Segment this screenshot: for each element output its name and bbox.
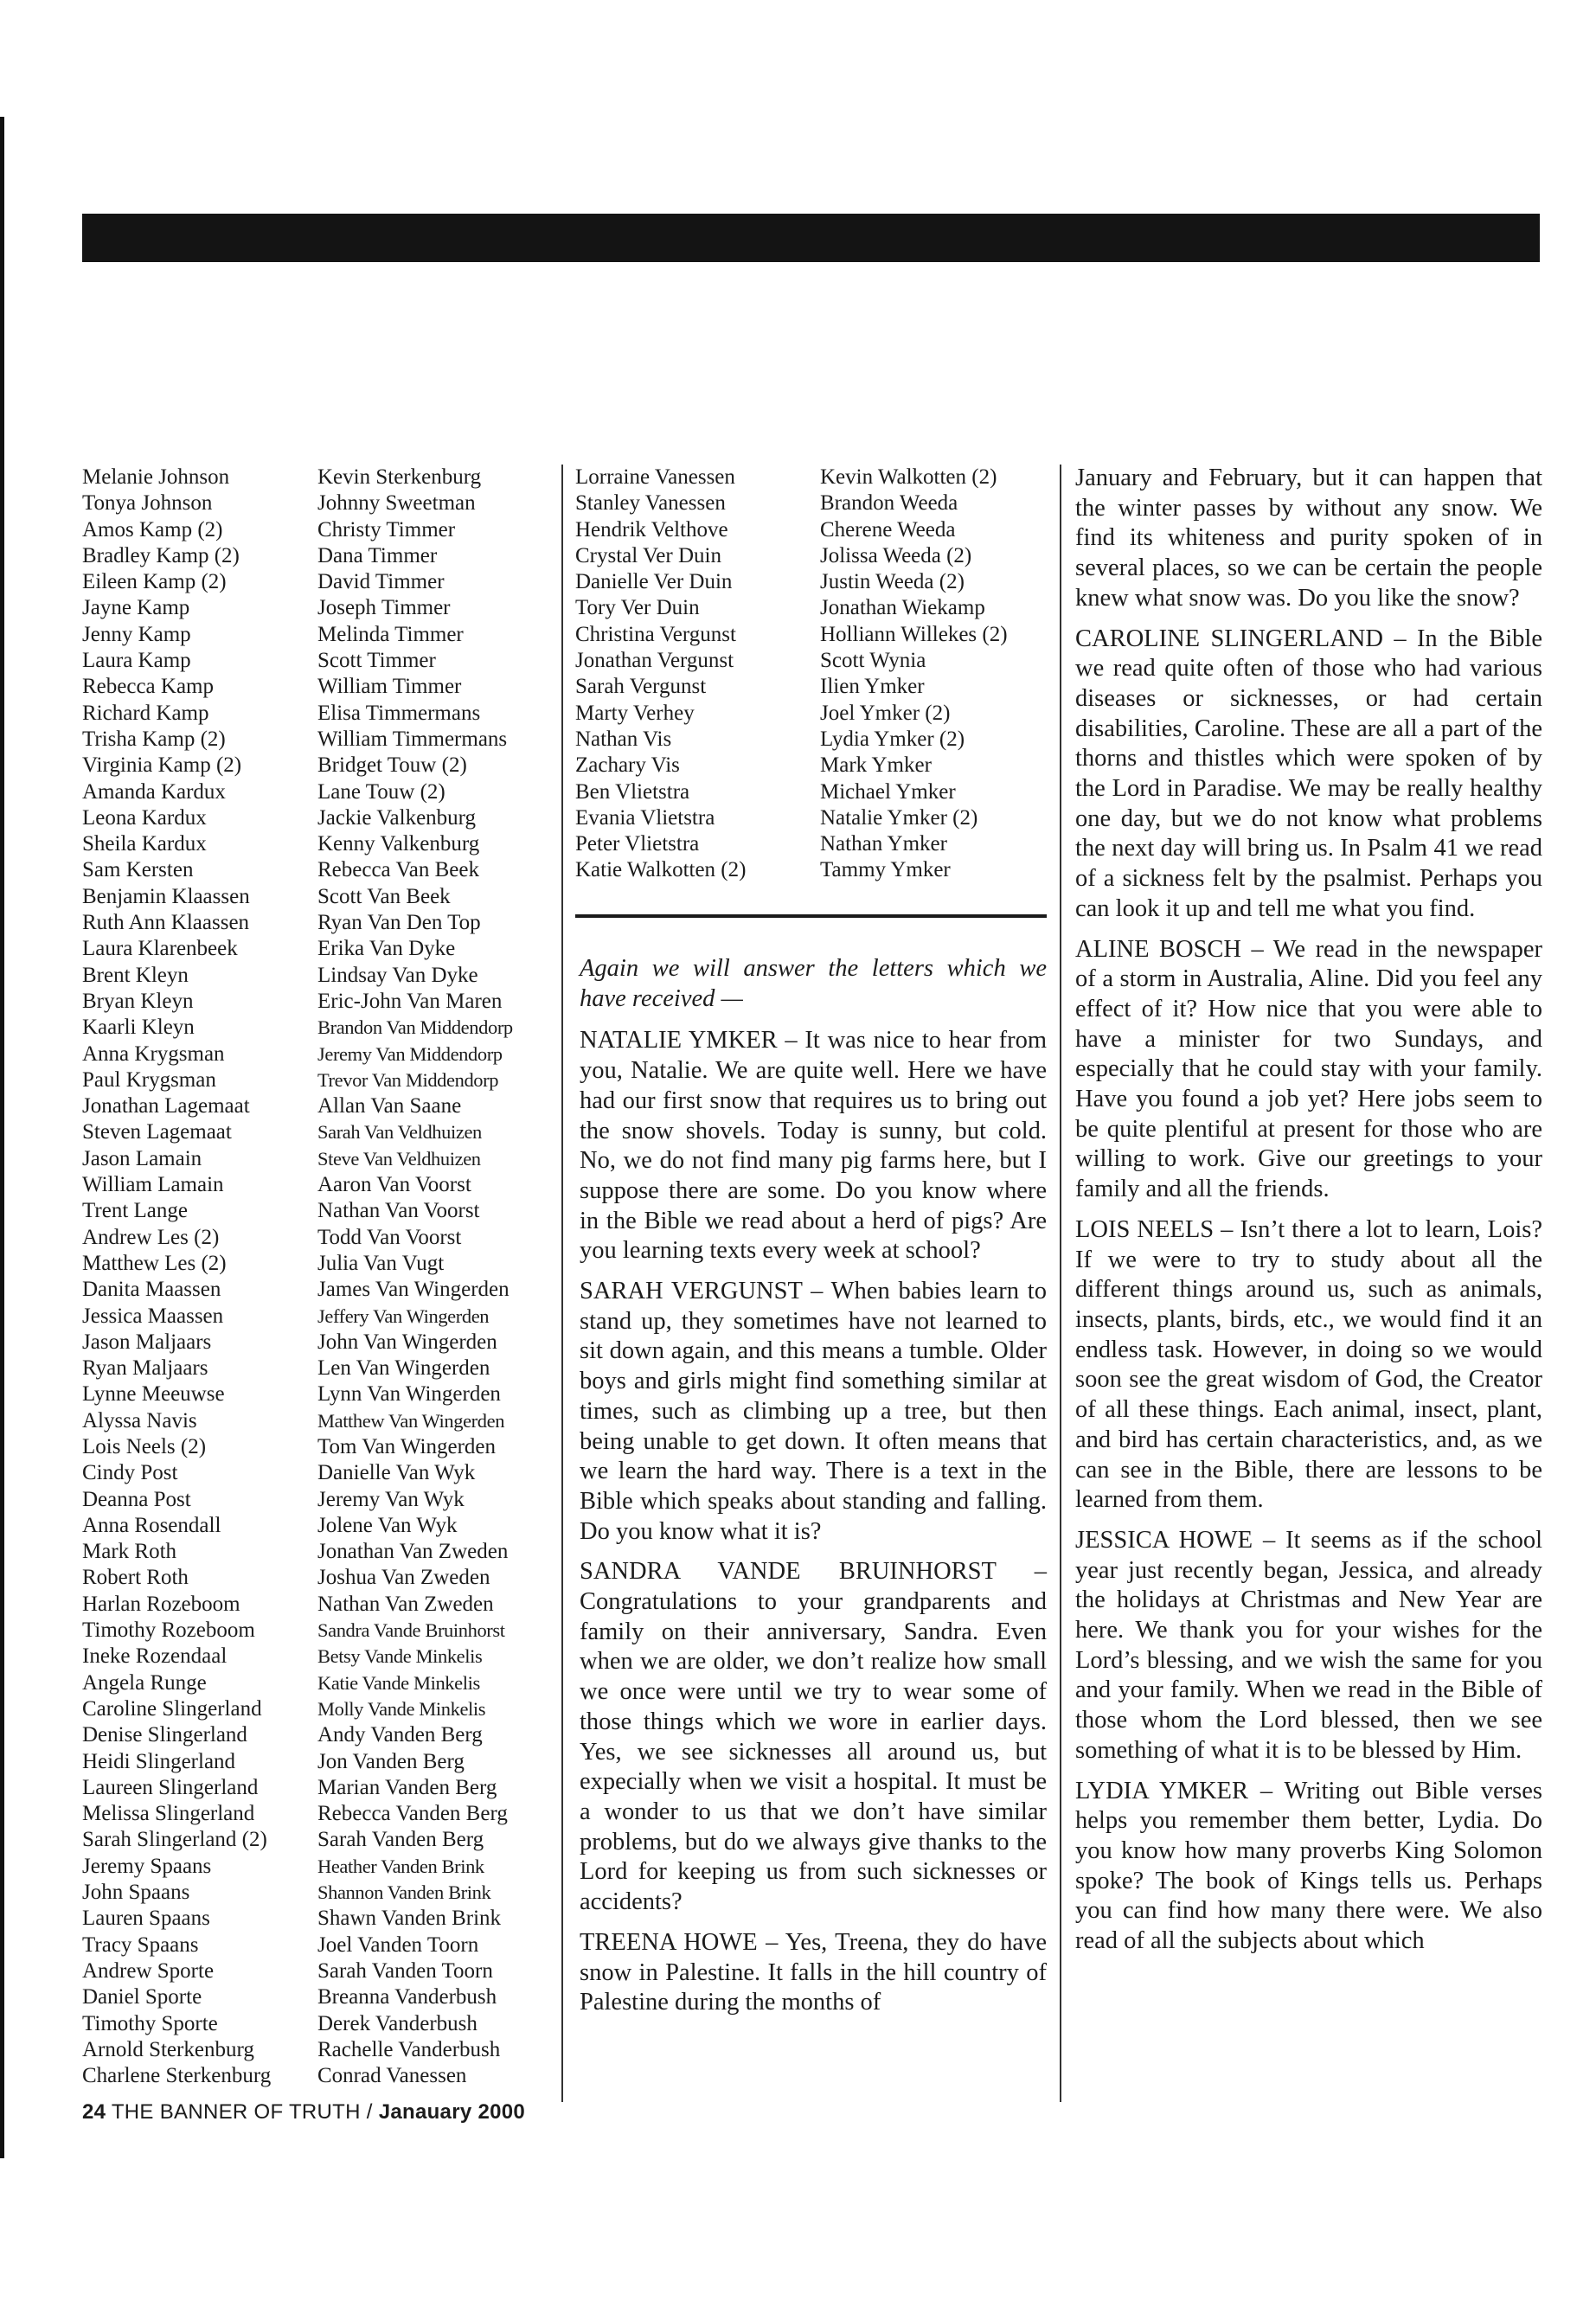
name-list-item: Trevor Van Middendorp <box>317 1068 499 1091</box>
name-list-item: Natalie Ymker (2) <box>820 805 978 830</box>
name-list-item: Melinda Timmer <box>317 622 464 646</box>
column-divider <box>561 465 563 2102</box>
name-list-item: Anna Krygsman <box>82 1042 225 1066</box>
letter-body: – It was nice to hear from you, Natalie. We are quite well. Here we have had our first snow that requires us to bring out the snow shovels. Today is sunny, but cold. No, we do not find many pig farms here, but I suppose there are some. Do you know where in the Bible we read about a herd of pigs? Are you learning texts every week at school? <box>580 1027 1048 1265</box>
name-list-item: Laura Kamp <box>82 649 191 673</box>
name-list-item: Jenny Kamp <box>82 622 191 646</box>
name-list-item: Virginia Kamp (2) <box>82 753 242 778</box>
name-list-item: Sarah Vergunst <box>575 675 707 699</box>
name-list-item: Brandon Weeda <box>820 491 958 516</box>
letter-body: – Isn’t there a lot to learn, Lois? If we were to try to study about all the different things around us, such as animals, insects, plants, birds, etc., we would find it an endless task. However, in doing so we would soon see the great wisdom of God, the Creator of all these things. Each animal, insect, plant, and bird has certain characteristics, and, as we can see in the Bible, there are lessons to be learned from them. <box>1075 1215 1542 1514</box>
name-list-item: Betsy Vande Minkelis <box>317 1645 483 1668</box>
name-list-item: John Spaans <box>82 1881 190 1905</box>
letter-recipient: SANDRA VANDE BRUINHORST <box>580 1558 997 1586</box>
name-list-item: Cindy Post <box>82 1461 178 1485</box>
header-bar <box>82 214 1540 262</box>
name-list-item: Steven Lagemaat <box>82 1120 232 1144</box>
name-list-item: Kevin Walkotten (2) <box>820 465 997 489</box>
name-list-item: Jonathan Vergunst <box>575 649 734 673</box>
name-list-item: Katie Walkotten (2) <box>575 858 747 882</box>
name-list-item: Lynne Meeuwse <box>82 1382 225 1407</box>
name-list-item: Derek Vanderbush <box>317 2011 478 2035</box>
name-list-item: Jolene Van Wyk <box>317 1513 458 1537</box>
name-list-item: Jolissa Weeda (2) <box>820 543 972 567</box>
name-list-item: Jon Vanden Berg <box>317 1749 465 1773</box>
letter-reply <box>1075 1777 1542 1957</box>
name-list-item: Evania Vlietstra <box>575 805 715 830</box>
name-list-item: Peter Vlietstra <box>575 832 700 856</box>
name-list-item: Danielle Ver Duin <box>575 570 733 594</box>
letter-reply <box>580 1277 1047 1547</box>
name-list-item: Aaron Van Voorst <box>317 1173 471 1197</box>
name-list-item: Mark Roth <box>82 1540 177 1564</box>
name-list-item: William Timmer <box>317 675 462 699</box>
letter-reply <box>580 1026 1047 1266</box>
name-list-item: Harlan Rozeboom <box>82 1592 240 1616</box>
name-list-item: Sarah Van Veldhuizen <box>317 1121 482 1144</box>
letter-body: – Yes, Treena, they do have snow in Palestine. It falls in the hill country of Palestine during the months of <box>580 1928 1047 2016</box>
name-list-item: Michael Ymker <box>820 779 956 804</box>
name-list-item: Shannon Vanden Brink <box>317 1881 491 1904</box>
name-list-item: Stanley Vanessen <box>575 491 726 516</box>
name-list-item: Tory Ver Duin <box>575 596 700 620</box>
name-list-item: Crystal Ver Duin <box>575 543 721 567</box>
name-list-item: Anna Rosendall <box>82 1513 221 1537</box>
name-list-item: Ruth Ann Klaassen <box>82 911 250 935</box>
name-list-item: David Timmer <box>317 570 445 594</box>
issue-date: Janauary 2000 <box>378 2100 526 2124</box>
name-list-item: Ben Vlietstra <box>575 779 690 804</box>
name-list-item: Ryan Van Den Top <box>317 911 481 935</box>
name-list-item: Joseph Timmer <box>317 596 451 620</box>
name-list-item: Hendrik Velthove <box>575 517 728 542</box>
name-list-item: Lane Touw (2) <box>317 779 445 804</box>
names-column-1 <box>82 465 311 2089</box>
name-list-item: Deanna Post <box>82 1487 191 1511</box>
name-list-item: Joshua Van Zweden <box>317 1566 490 1590</box>
section-divider <box>575 914 1047 918</box>
name-list-item: Bradley Kamp (2) <box>82 543 240 567</box>
letter-reply <box>1075 935 1542 1205</box>
name-list-item: Heidi Slingerland <box>82 1749 236 1773</box>
name-list-item: Nathan Vis <box>575 727 672 751</box>
name-list-item: Scott Wynia <box>820 649 926 673</box>
name-list-item: Andy Vanden Berg <box>317 1723 483 1747</box>
letter-body: – Congratulations to your grandparents and family on their anniversary, Sandra. Even when we are older, we don’t realize how small we once were until we try to wear some of those things which we wore in earlier days. Yes, we see sicknesses all around us, but expecially when we visit a hospital. It must be a wonder to us that we don’t have similar problems, but do we always give thanks to the Lord for keeping us from such sicknesses or accidents? <box>580 1558 1047 1916</box>
footer-separator: / <box>366 2100 373 2124</box>
name-list-item: Lydia Ymker (2) <box>820 727 965 751</box>
name-list-item: Sam Kersten <box>82 858 194 882</box>
name-list-item: Cherene Weeda <box>820 517 956 542</box>
letter-recipient: TREENA HOWE <box>580 1928 758 1956</box>
name-list-item: Breanna Vanderbush <box>317 1985 497 2009</box>
name-list-item: Kenny Valkenburg <box>317 832 480 856</box>
name-list-item: Rebecca Vanden Berg <box>317 1802 508 1826</box>
names-column-3 <box>575 465 809 884</box>
name-list-item: Caroline Slingerland <box>82 1696 262 1721</box>
name-list-item: Nathan Ymker <box>820 832 947 856</box>
letters-column-right <box>1075 464 1542 1967</box>
letter-reply <box>580 1928 1047 2018</box>
name-list-item: Tracy Spaans <box>82 1932 199 1957</box>
name-list-item: Melissa Slingerland <box>82 1802 255 1826</box>
name-list-item: Marian Vanden Berg <box>317 1775 497 1799</box>
name-list-item: Jonathan Van Zweden <box>317 1540 509 1564</box>
letter-reply <box>1075 1526 1542 1766</box>
name-list-item: Lois Neels (2) <box>82 1434 207 1458</box>
name-list-item: Bridget Touw (2) <box>317 753 467 778</box>
name-list-item: Kevin Sterkenburg <box>317 465 482 489</box>
name-list-item: Trent Lange <box>82 1199 188 1223</box>
name-list-item: Amanda Kardux <box>82 779 226 804</box>
name-list-item: Christina Vergunst <box>575 622 736 646</box>
letter-recipient: CAROLINE SLINGERLAND <box>1075 625 1383 652</box>
name-list-item: Laureen Slingerland <box>82 1775 259 1799</box>
name-list-item: Ilien Ymker <box>820 675 925 699</box>
name-list-item: Jonathan Wiekamp <box>820 596 985 620</box>
name-list-item: Sarah Slingerland (2) <box>82 1828 267 1852</box>
letter-continuation: January and February, but it can happen that the winter passes by without any snow. We find its whiteness and purity spoken of in several places, so we can be certain the people knew what snow was. Do you like the snow? <box>1075 465 1542 612</box>
letter-recipient: SARAH VERGUNST <box>580 1278 803 1305</box>
letter-recipient: ALINE BOSCH <box>1075 935 1242 963</box>
name-list-item: Tonya Johnson <box>82 491 213 516</box>
name-list-item: Ryan Maljaars <box>82 1356 208 1381</box>
page-number: 24 <box>82 2100 106 2124</box>
name-list-item: Leona Kardux <box>82 805 207 830</box>
name-list-item: Andrew Sporte <box>82 1958 215 1983</box>
letter-body: – We read in the newspaper of a storm in Australia, Aline. Did you feel any effect of it? How nice that you were able to have a minister for two Sundays, and especially that he could stay with your family. Have you found a job yet? Here jobs seem to be quite plentiful at present for those who are willing to work. Give our greetings to your family and all the friends. <box>1075 935 1542 1203</box>
name-list-item: Arnold Sterkenburg <box>82 2037 254 2061</box>
name-list-item: Timothy Rozeboom <box>82 1618 255 1643</box>
name-list-item: Angela Runge <box>82 1670 207 1695</box>
letter-recipient: LOIS NEELS <box>1075 1215 1215 1243</box>
name-list-item: Lauren Spaans <box>82 1907 210 1931</box>
name-list-item: Brent Kleyn <box>82 963 189 987</box>
name-list-item: Jonathan Lagemaat <box>82 1094 250 1118</box>
name-list-item: Danita Maassen <box>82 1278 221 1302</box>
name-list-item: Rebecca Kamp <box>82 675 215 699</box>
name-list-item: Heather Vanden Brink <box>317 1855 484 1877</box>
name-list-item: Daniel Sporte <box>82 1985 202 2009</box>
name-list-item: Matthew Les (2) <box>82 1251 227 1275</box>
name-list-item: Rachelle Vanderbush <box>317 2037 501 2061</box>
letter-body: – In the Bible we read quite often of those who had various diseases or sicknesses, or had certain disabilities, Caroline. These are all a part of the thorns and thistles which were spoken of by the Lord in Paradise. We may be really healthy one day, but we do not know what problems the next day will bring us. In Psalm 41 we read of a sickness felt by the psalmist. Perhaps you can look it up and tell me what you find. <box>1075 625 1542 922</box>
name-list-item: Shawn Vanden Brink <box>317 1907 502 1931</box>
name-list-item: Johnny Sweetman <box>317 491 476 516</box>
name-list-item: Sheila Kardux <box>82 832 207 856</box>
name-list-item: Dana Timmer <box>317 543 438 567</box>
name-list-item: Kaarli Kleyn <box>82 1016 195 1040</box>
name-list-item: Jackie Valkenburg <box>317 805 477 830</box>
name-list-item: Jason Maljaars <box>82 1330 212 1354</box>
letters-intro: Again we will answer the letters which we have received — <box>580 955 1047 1012</box>
name-list-item: Mark Ymker <box>820 753 932 778</box>
page-edge-line <box>0 117 4 2158</box>
name-list-item: John Van Wingerden <box>317 1330 497 1354</box>
names-column-2 <box>317 465 555 2089</box>
letter-body: – When babies learn to stand up, they sometimes have not learned to sit down again, and this means a tumble. Older boys and girls might find something similar at times, such as climbing up a tree, but then being unable to get down. It often means that we learn the hard way. There is a text in the Bible which speaks about standing and falling. Do you know what it is? <box>580 1278 1047 1545</box>
name-list-item: Charlene Sterkenburg <box>82 2064 272 2088</box>
letter-reply <box>1075 1215 1542 1516</box>
name-list-item: Brandon Van Middendorp <box>317 1016 513 1039</box>
letter-recipient: JESSICA HOWE <box>1075 1526 1253 1554</box>
name-list-item: Nathan Van Zweden <box>317 1592 494 1616</box>
name-list-item: Lynn Van Wingerden <box>317 1382 501 1407</box>
name-list-item: William Timmermans <box>317 727 508 751</box>
names-column-4 <box>820 465 1062 884</box>
name-list-item: Katie Vande Minkelis <box>317 1671 480 1694</box>
name-list-item: Matthew Van Wingerden <box>317 1409 505 1432</box>
name-list-item: Timothy Sporte <box>82 2011 218 2035</box>
name-list-item: Conrad Vanessen <box>317 2064 467 2088</box>
column-divider <box>1060 465 1061 2102</box>
name-list-item: Trisha Kamp (2) <box>82 727 226 751</box>
name-list-item: Todd Van Voorst <box>317 1225 462 1249</box>
letters-column-middle <box>580 954 1047 2029</box>
name-list-item: Melanie Johnson <box>82 465 230 489</box>
name-list-item: Jeffery Van Wingerden <box>317 1304 490 1327</box>
name-list-item: Amos Kamp (2) <box>82 517 223 542</box>
name-list-item: Jayne Kamp <box>82 596 190 620</box>
letter-body: – Writing out Bible verses helps you remember them better, Lydia. Do you know how many proverbs King Solomon spoke? The book of Kings tells us. Perhaps you can find how many there were. We also read of all the subjects about which <box>1075 1777 1542 1955</box>
letter-reply <box>1075 625 1542 925</box>
name-list-item: Nathan Van Voorst <box>317 1199 480 1223</box>
name-list-item: Joel Vanden Toorn <box>317 1932 479 1957</box>
name-list-item: Robert Roth <box>82 1566 189 1590</box>
name-list-item: Bryan Kleyn <box>82 989 194 1013</box>
name-list-item: Jeremy Van Wyk <box>317 1487 465 1511</box>
name-list-item: Sarah Vanden Berg <box>317 1828 484 1852</box>
name-list-item: Steve Van Veldhuizen <box>317 1147 481 1170</box>
name-list-item: Tammy Ymker <box>820 858 951 882</box>
name-list-item: Allan Van Saane <box>317 1094 462 1118</box>
name-list-item: Joel Ymker (2) <box>820 701 951 725</box>
name-list-item: Marty Verhey <box>575 701 695 725</box>
name-list-item: Jessica Maassen <box>82 1304 224 1328</box>
name-list-item: Scott Van Beek <box>317 884 451 908</box>
letter-body: – It seems as if the school year just recently began, Jessica, and already the holidays at Christmas and New Year are here. We thank you for your wishes for the Lord’s blessing, and we wish the same for you and your family. When we read in the Bible of those whom the Lord blessed, then we see something of what it is to be blessed by Him. <box>1075 1526 1542 1764</box>
name-list-item: Sarah Vanden Toorn <box>317 1958 493 1983</box>
name-list-item: Eric-John Van Maren <box>317 989 503 1013</box>
name-list-item: Jeremy Van Middendorp <box>317 1042 503 1065</box>
name-list-item: Andrew Les (2) <box>82 1225 220 1249</box>
name-list-item: Julia Van Vugt <box>317 1251 445 1275</box>
name-list-item: Lindsay Van Dyke <box>317 963 478 987</box>
name-list-item: Christy Timmer <box>317 517 456 542</box>
page-footer <box>82 2100 525 2125</box>
name-list-item: Erika Van Dyke <box>317 937 456 961</box>
name-list-item: Jason Lamain <box>82 1146 202 1170</box>
name-list-item: Denise Slingerland <box>82 1723 247 1747</box>
name-list-item: Justin Weeda (2) <box>820 570 965 594</box>
name-list-item: Len Van Wingerden <box>317 1356 490 1381</box>
letter-recipient: NATALIE YMKER <box>580 1027 778 1054</box>
name-list-item: Ineke Rozendaal <box>82 1644 228 1669</box>
name-list-item: Paul Krygsman <box>82 1067 216 1092</box>
name-list-item: Elisa Timmermans <box>317 701 481 725</box>
name-list-item: Richard Kamp <box>82 701 209 725</box>
name-list-item: Tom Van Wingerden <box>317 1434 497 1458</box>
name-list-item: Lorraine Vanessen <box>575 465 735 489</box>
letter-reply <box>580 1557 1047 1917</box>
name-list-item: Benjamin Klaassen <box>82 884 250 908</box>
name-list-item: Danielle Van Wyk <box>317 1461 476 1485</box>
name-list-item: Rebecca Van Beek <box>317 858 479 882</box>
name-list-item: William Lamain <box>82 1173 224 1197</box>
name-list-item: Holliann Willekes (2) <box>820 622 1008 646</box>
name-list-item: Sandra Vande Bruinhorst <box>317 1619 505 1642</box>
name-list-item: Molly Vande Minkelis <box>317 1697 486 1720</box>
name-list-item: Scott Timmer <box>317 649 436 673</box>
name-list-item: Alyssa Navis <box>82 1408 197 1433</box>
name-list-item: Zachary Vis <box>575 753 680 778</box>
letter-recipient: LYDIA YMKER <box>1075 1777 1248 1804</box>
name-list-item: Jeremy Spaans <box>82 1854 212 1878</box>
name-list-item: James Van Wingerden <box>317 1278 510 1302</box>
name-list-item: Laura Klarenbeek <box>82 937 238 961</box>
name-list-item: Eileen Kamp (2) <box>82 570 227 594</box>
publication-name: THE BANNER OF TRUTH <box>111 2100 361 2124</box>
